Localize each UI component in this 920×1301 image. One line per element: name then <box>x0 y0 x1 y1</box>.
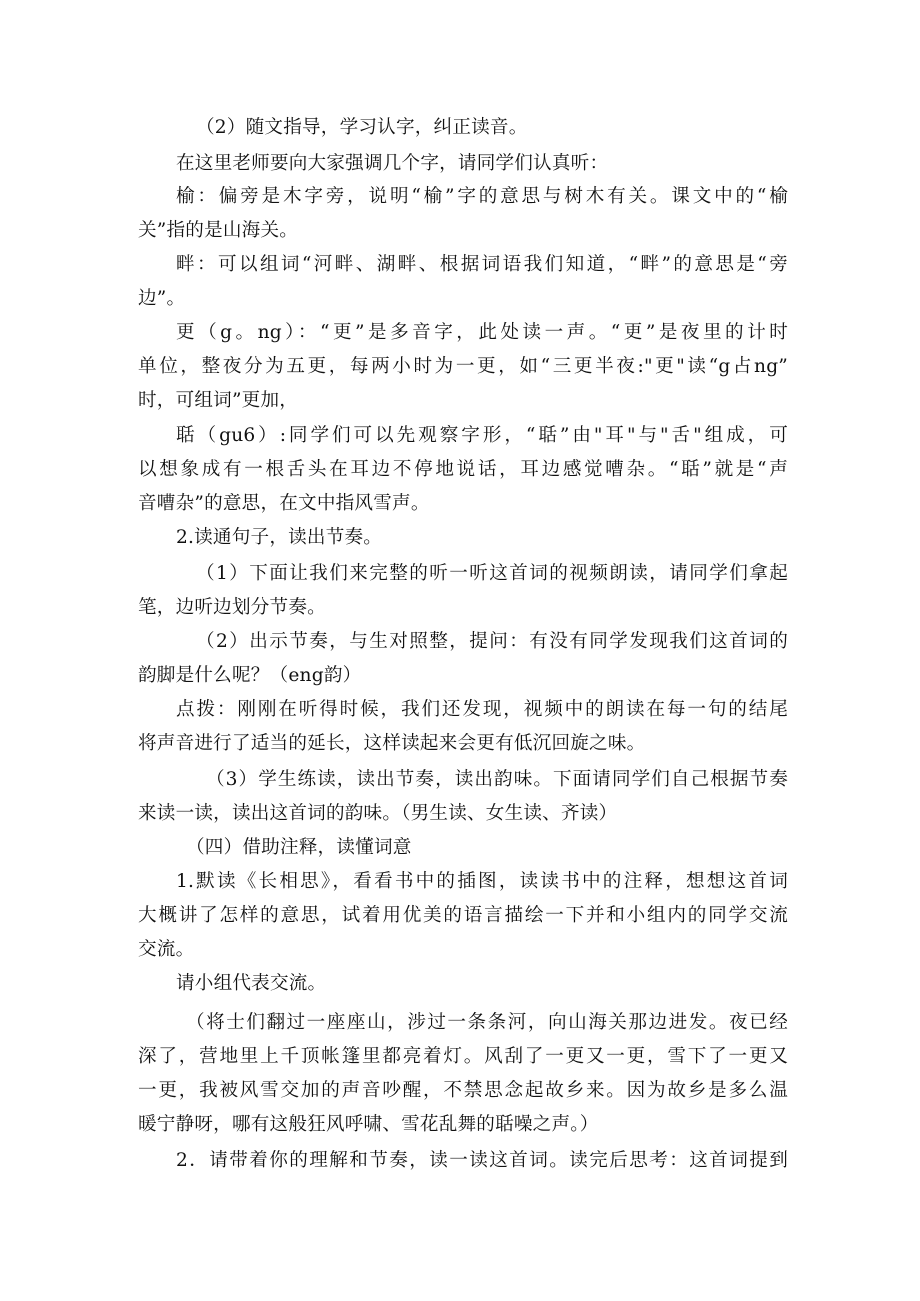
text-line: （将士们翻过一座座山，涉过一条条河，向山海关那边进发。夜已经 <box>186 1012 788 1033</box>
text-line: 韵脚是什么呢？（eng韵） <box>138 665 362 686</box>
text-line: 交流。 <box>138 939 195 960</box>
text-line: 来读一读，读出这首词的韵味。（男生读、女生读、齐读） <box>138 803 618 824</box>
text-line: 时，可组词”更加， <box>138 390 299 411</box>
text-line: 畔：可以组词“河畔、湖畔、根据词语我们知道，“畔”的意思是“旁 <box>176 254 788 275</box>
text-line: （1）下面让我们来完整的听一听这首词的视频朗读，请同学们拿起 <box>196 563 788 584</box>
text-line: 笔，边听边划分节奏。 <box>138 597 326 618</box>
text-line: 深了，营地里上千顶帐篷里都亮着灯。风刮了一更又一更，雪下了一更又 <box>138 1046 788 1067</box>
text-line: 请小组代表交流。 <box>176 973 327 994</box>
text-line: 暖宁静呀，哪有这般狂风呼啸、雪花乱舞的聒噪之声。） <box>138 1114 599 1135</box>
text-line: 2.读通句子，读出节奏。 <box>176 527 383 548</box>
text-line: （2）出示节奏，与生对照整，提问：有没有同学发现我们这首词的 <box>196 631 788 652</box>
text-line: 聒（gu6）:同学们可以先观察字形，“聒”由"耳"与"舌"组成，可 <box>176 425 788 446</box>
section-heading: （四）借助注释，读懂词意 <box>186 837 412 858</box>
text-line: 一更，我被风雪交加的声音吵醒，不禁思念起故乡来。因为故乡是多么温 <box>138 1080 788 1101</box>
text-line: （2）随文指导，学习认字，纠正读音。 <box>196 117 528 138</box>
text-line: 以想象成有一根舌头在耳边不停地说话，耳边感觉嘈杂。“聒”就是“声 <box>138 459 788 480</box>
text-line: （3）学生练读，读出节奏，读出韵味。下面请同学们自己根据节奏 <box>206 769 788 790</box>
text-line: 更（g。ng）：“更”是多音字，此处读一声。“更”是夜里的计时 <box>176 322 788 343</box>
text-line: 边”。 <box>138 288 186 309</box>
text-line: 1.默读《长相思》，看看书中的插图，读读书中的注释，想想这首词 <box>176 871 788 892</box>
text-line: 2．请带着你的理解和节奏，读一读这首词。读完后思考：这首词提到 <box>176 1150 788 1171</box>
text-line: 将声音进行了适当的延长，这样读起来会更有低沉回旋之味。 <box>138 733 646 754</box>
text-line: 大概讲了怎样的意思，试着用优美的语言描绘一下并和小组内的同学交流 <box>138 905 788 926</box>
text-line: 音嘈杂”的意思，在文中指风雪声。 <box>138 493 430 514</box>
text-line: 关”指的是山海关。 <box>138 220 299 241</box>
text-line: 点拨：刚刚在听得时候，我们还发现，视频中的朗读在每一句的结尾 <box>176 699 788 720</box>
text-line: 单位，整夜分为五更，每两小时为一更，如“三更半夜:"更"读“g占ng” <box>138 356 788 377</box>
text-line: 榆：偏旁是木字旁，说明“榆”字的意思与树木有关。课文中的“榆 <box>176 186 788 207</box>
text-line: 在这里老师要向大家强调几个字，请同学们认真听： <box>176 153 609 174</box>
